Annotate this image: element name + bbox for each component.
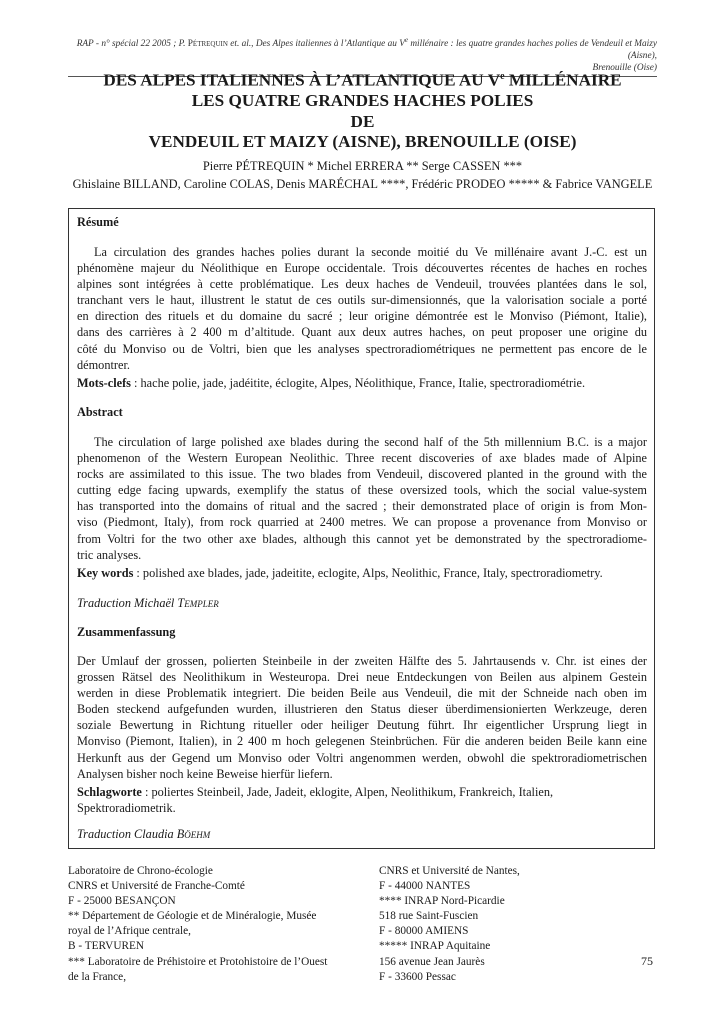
affiliation-line: ** Département de Géologie et de Minéralogie, Musée <box>68 910 317 923</box>
authors-line-1: Pierre PÉTREQUIN * Michel ERRERA ** Serge CASSEN *** <box>202 159 523 173</box>
text-line: tranchant vers le haut, illustrent le statut de ces outils sur-dimensionnés, que la valorisation sociale a porté <box>77 293 647 308</box>
text-line: soziale Bewertung in Richtung ritueller oder heiliger Deutung führt. Ihr eigentlicher Ursprung liegt in <box>77 718 647 733</box>
resume-keywords <box>77 375 647 391</box>
authors-line-2: Ghislaine BILLAND, Caroline COLAS, Denis MARÉCHAL ****, Frédéric PRODEO ***** & Fabrice VANGELE <box>72 177 653 191</box>
text-line: La circulation des grandes haches polies durant la seconde moitié du Ve millénaire avant J.-C. est un <box>94 245 647 259</box>
affiliation-line: B - TERVUREN <box>68 940 145 953</box>
header-text-3: millénaire : les quatre grandes haches polies de Vendeuil et Maizy (Aisne), <box>408 39 657 62</box>
page-number: 75 <box>641 954 653 968</box>
title-sup: e <box>500 71 505 82</box>
affiliation-line: F - 25000 BESANÇON <box>68 895 176 908</box>
affiliations-left <box>68 864 346 985</box>
text-line: Monviso (Piemont, Italien), in 2 400 m hoch gelegenen Steinbrüchen. Für die anderen beiden Beile kann eine <box>77 734 647 749</box>
title-text: DES ALPES ITALIENNES À L’ATLANTIQUE AU V <box>103 70 501 90</box>
affiliation-line: 156 avenue Jean Jaurès <box>379 955 485 968</box>
text-line: phenomenon of the Western European Neolithic. Three recent discoveries of axe blades made of Alpine <box>77 451 647 466</box>
text-line: dans des carrières à 2 400 m d’altitude. Quant aux deux autres haches, on peut proposer une origine du <box>77 325 647 340</box>
text-line: grossen Rätsel des Neolithikum in Westeuropa. Drei neue Entdeckungen von Beilen aus alpinem Gestein <box>77 670 647 685</box>
zus-translator: Böehm <box>176 827 211 841</box>
text-line: alpines sont intégrées à cette problématique. Les deux haches de Vendeuil, trouvées plantées dans le sol, <box>77 277 647 292</box>
zusammenfassung-keywords <box>77 784 647 816</box>
abstract-keywords <box>77 565 647 581</box>
affiliation-line: royal de l’Afrique centrale, <box>68 925 191 938</box>
title-line-3: DE <box>350 111 375 131</box>
affiliation-line: de la France, <box>68 970 127 983</box>
affiliation-line: Laboratoire de Chrono-écologie <box>68 865 213 877</box>
text-line: werden in diese Problematik integriert. Die beiden Beile aus Vendeuil, die mit der Schneide nach oben im <box>77 686 647 701</box>
affiliation-line: ***** INRAP Aquitaine <box>379 940 491 953</box>
text-line: phénomène majeur du Néolithique en Europe occidentale. Trois découvertes récentes de haches en roches <box>77 261 647 276</box>
running-header-line1 <box>68 34 657 62</box>
text-line: démontrer. <box>77 357 130 372</box>
resume-heading: Résumé <box>77 215 119 229</box>
text-line: cutting edge facing upwards, exemplify the status of these oversized tools, which the social value-system <box>77 483 647 498</box>
text-line: en direction des rituels et du domaine du sacré ; leur origine démontrée est le Monviso (Piémont, Italie), <box>77 309 647 324</box>
zusammenfassung-translation-credit <box>77 826 210 842</box>
zusammenfassung-paragraph <box>77 653 647 782</box>
abstract-paragraph <box>77 434 647 563</box>
affiliation-line: **** INRAP Nord-Picardie <box>379 895 505 908</box>
zus-keywords-label: Schlagworte <box>77 785 142 799</box>
text-line: tric analyses. <box>77 547 142 562</box>
abstract-keywords-label: Key words <box>77 566 134 580</box>
zus-keywords-text: : poliertes Steinbeil, Jade, Jadeit, eklogite, Alpen, Neolithikum, Frankreich, Italien, <box>141 785 554 799</box>
affiliation-line: 518 rue Saint-Fuscien <box>379 910 479 923</box>
text-line: has transported into the domains of ritual and the sacred ; their demonstrated place of origin is from Mon- <box>77 499 647 514</box>
abstract-translator: Templer <box>177 596 219 610</box>
text-line: from Voltri for the two other axe blades, although this cannot yet be demonstrated by the spectroradiome- <box>77 531 647 546</box>
text-line: Analysen bisher noch keine Beweise hierfür liefern. <box>77 766 333 781</box>
header-text-2: et. al., Des Alpes italiennes à l’Atlantique au V <box>227 39 405 50</box>
zus-translation-prefix: Traduction Claudia <box>77 827 177 841</box>
title-line-2: LES QUATRE GRANDES HACHES POLIES <box>191 91 534 111</box>
zus-keywords-line2: Spektroradiometrik. <box>77 801 176 816</box>
text-line: viso (Piedmont, Italy), from rock quarried at 2400 metres. We can propose a provenance from Monviso or <box>77 515 647 530</box>
text-line: rocks are assimilated to this issue. The two blades from Vendeuil, discovered planted in the ground with the <box>77 467 647 482</box>
affiliations-right <box>379 864 579 985</box>
abstract-heading: Abstract <box>77 405 123 419</box>
affiliation-line: *** Laboratoire de Préhistoire et Protohistoire de l’Ouest <box>68 955 328 968</box>
text-line: Herkunft aus der Gegend um Monviso oder Voltri angenommen werden, obwohl die spektroradiometrischen <box>77 750 647 765</box>
text-line: The circulation of large polished axe blades during the second half of the 5th millennium B.C. is a major <box>94 435 647 449</box>
header-text: RAP - n° spécial 22 2005 ; P. <box>76 39 188 50</box>
affiliation-line: F - 33600 Pessac <box>379 970 456 983</box>
abstract-keywords-text: : polished axe blades, jade, jadeitite, eclogite, Alps, Neolithic, France, Italy, spectroradiometry. <box>133 566 603 580</box>
abstract-translation-prefix: Traduction Michaël <box>77 596 178 610</box>
title-line-4: VENDEUIL ET MAIZY (AISNE), BRENOUILLE (OISE) <box>148 132 577 152</box>
text-line: Der Umlauf der grossen, polierten Steinbeile in der zweiten Hälfte des 5. Jahrtausends v. Chr. ist eines der <box>77 654 647 668</box>
article-title <box>40 67 685 153</box>
abstract-translation-credit <box>77 595 219 611</box>
resume-keywords-label: Mots-clefs <box>77 376 131 390</box>
resume-keywords-text: : hache polie, jade, jadéitite, éclogite, Alpes, Néolithique, France, Italie, spectroradiométrie. <box>130 376 586 390</box>
zusammenfassung-heading: Zusammenfassung <box>77 625 176 639</box>
text-line: Boden steckend aufgefunden wurden, illustrieren den Status dieser überdimensionierten Werkzeuge, deren <box>77 702 647 717</box>
header-author: Pétrequin <box>187 39 228 50</box>
title-line-1 <box>40 67 685 91</box>
running-header-line2: Brenouille (Oise) <box>592 63 657 74</box>
affiliation-line: CNRS et Université de Franche-Comté <box>68 880 245 893</box>
affiliation-line: CNRS et Université de Nantes, <box>379 865 520 877</box>
title-text-b: MILLÉNAIRE <box>504 70 622 90</box>
text-line: côté du Monviso ou de Voltri, bien que les analyses spectroradiométriques ne permettent pas encore de le <box>77 341 647 356</box>
affiliation-line: F - 80000 AMIENS <box>379 925 469 938</box>
abstract-box <box>68 208 655 849</box>
header-sup: e <box>404 36 409 44</box>
resume-paragraph <box>77 244 647 373</box>
affiliation-line: F - 44000 NANTES <box>379 880 471 893</box>
author-list <box>30 157 695 193</box>
